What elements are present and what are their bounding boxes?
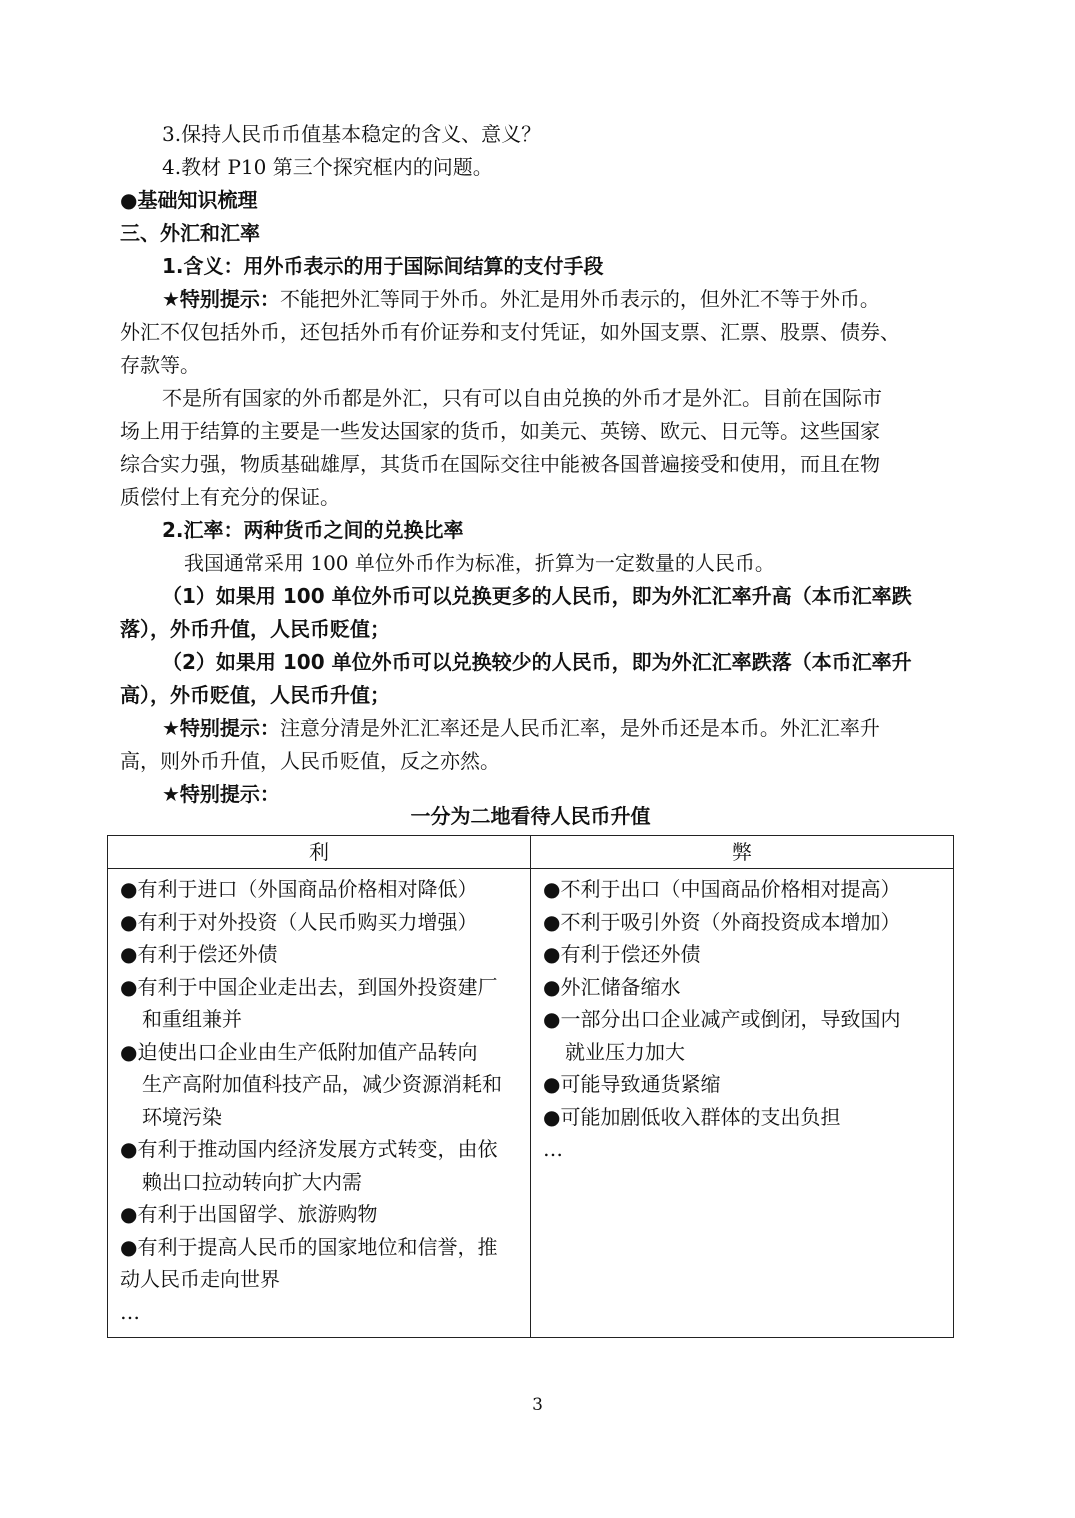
pros-item: ●有利于出国留学、旅游购物 [120, 1202, 378, 1226]
pros-item: ●有利于对外投资（人民币购买力增强） [120, 909, 478, 934]
pros-item-continued: 生产高附加值科技产品，减少资源消耗和 [142, 1072, 502, 1096]
pros-item-continued: 环境污染 [142, 1104, 222, 1129]
cons-ellipsis: … [543, 1137, 563, 1161]
pros-item-continued: 动人民币走向世界 [120, 1267, 280, 1291]
pros-ellipsis: … [120, 1299, 140, 1324]
tip-1-line-3: 存款等。 [120, 353, 200, 377]
page-number: 3 [532, 1395, 543, 1415]
document-body [120, 118, 960, 811]
pros-item: ●迫使出口企业由生产低附加值产品转向 [120, 1039, 478, 1064]
section-title: 三、外汇和汇率 [120, 221, 260, 245]
case-2-line-2: 高），外币贬值，人民币升值； [120, 683, 390, 707]
tip-1-label: ★特别提示： [162, 287, 280, 311]
tip-2-label: ★特别提示： [162, 716, 280, 740]
cons-item: ●外汇储备缩水 [543, 974, 681, 999]
cons-cell [531, 869, 954, 1338]
tip-2-text: 注意分清是外汇汇率还是人民币汇率，是外币还是本币。外汇汇率升 [279, 716, 880, 740]
cons-item: ●不利于吸引外资（外商投资成本增加） [543, 909, 901, 934]
tip-2-line-1 [120, 712, 960, 745]
pros-item: ●有利于进口（外国商品价格相对降低） [120, 877, 478, 901]
cons-item-continued: 就业压力加大 [565, 1039, 685, 1064]
case-1-line-2: 落），外币升值，人民币贬值； [120, 617, 390, 641]
table-title: 一分为二地看待人民币升值 [410, 804, 651, 828]
table-body-row [108, 869, 954, 1338]
question-4: 4.教材 P10 第三个探究框内的问题。 [162, 155, 493, 179]
tip-1-line-1 [120, 283, 960, 316]
pros-cell [108, 869, 531, 1338]
definition-2: 2.汇率：两种货币之间的兑换比率 [162, 518, 464, 542]
case-1-line-1: （1）如果用 100 单位外币可以兑换更多的人民币，即为外汇汇率升高（本币汇率跌 [162, 584, 912, 608]
case-2-line-1: （2）如果用 100 单位外币可以兑换较少的人民币，即为外汇汇率跌落（本币汇率升 [162, 650, 912, 674]
pros-item: ●有利于推动国内经济发展方式转变，由依 [120, 1137, 498, 1161]
pros-item: ●有利于提高人民币的国家地位和信誉，推 [120, 1234, 498, 1259]
paragraph-line-3: 综合实力强，物质基础雄厚，其货币在国际交往中能被各国普遍接受和使用，而且在物 [120, 452, 880, 476]
definition-1: 1.含义：用外币表示的用于国际间结算的支付手段 [162, 254, 604, 278]
tip-1-line-2: 外汇不仅包括外币，还包括外币有价证券和支付凭证，如外国支票、汇票、股票、债券、 [120, 320, 900, 344]
paragraph-line-1: 不是所有国家的外币都是外汇，只有可以自由兑换的外币才是外汇。目前在国际市 [162, 386, 882, 410]
pros-item-continued: 和重组兼并 [142, 1007, 242, 1031]
tip-1-text: 不能把外汇等同于外币。外汇是用外币表示的，但外汇不等于外币。 [279, 287, 880, 311]
pros-item-continued: 赖出口拉动转向扩大内需 [142, 1169, 362, 1194]
paragraph-line-2: 场上用于结算的主要是一些发达国家的货币，如美元、英镑、欧元、日元等。这些国家 [120, 419, 880, 443]
cons-item: ●可能导致通货紧缩 [543, 1072, 721, 1096]
header-pros: 利 [108, 836, 531, 869]
cons-item: ●有利于偿还外债 [543, 942, 701, 966]
question-3: 3.保持人民币币值基本稳定的含义、意义？ [162, 122, 542, 146]
standard-note: 我国通常采用 100 单位外币作为标准，折算为一定数量的人民币。 [184, 551, 775, 575]
pros-item: ●有利于偿还外债 [120, 942, 278, 966]
paragraph-line-4: 质偿付上有充分的保证。 [120, 485, 340, 509]
cons-item: ●一部分出口企业减产或倒闭，导致国内 [543, 1007, 901, 1031]
table-header-row [108, 836, 954, 869]
header-cons: 弊 [531, 836, 954, 869]
cons-item: ●不利于出口（中国商品价格相对提高） [543, 877, 901, 901]
comparison-table [107, 835, 954, 1338]
section-heading: ●基础知识梳理 [120, 188, 258, 212]
pros-item: ●有利于中国企业走出去，到国外投资建厂 [120, 974, 498, 999]
tip-3-label: ★特别提示： [162, 782, 280, 806]
cons-item: ●可能加剧低收入群体的支出负担 [543, 1104, 841, 1129]
tip-2-line-2: 高，则外币升值，人民币贬值，反之亦然。 [120, 749, 500, 773]
